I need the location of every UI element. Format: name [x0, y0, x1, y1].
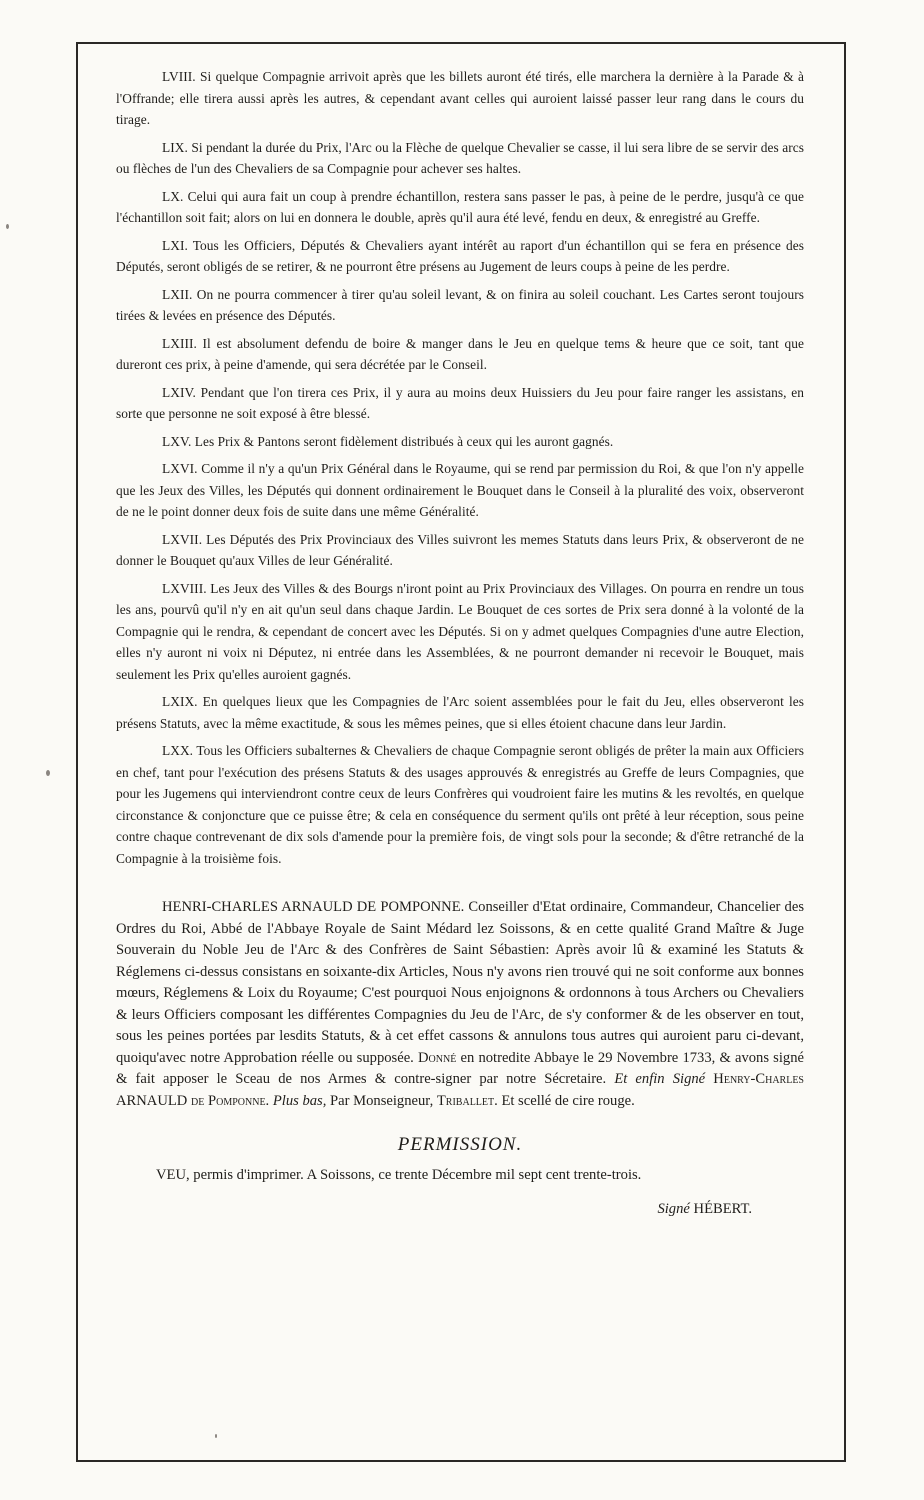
article-lxii [116, 284, 804, 327]
article-lxv [116, 431, 804, 453]
permission-text: VEU, permis d'imprimer. A Soissons, ce trente Décembre mil sept cent trente-trois. [156, 1167, 642, 1183]
article-text: En quelques lieux que les Compagnies de l'Arc soient assemblées pour le fait du Jeu, elles observeront les présens Statuts, avec la même exactitude, & sous les mêmes peines, que si elles étoient chacune dans leur Jardin. [116, 694, 804, 731]
document-body [116, 66, 804, 1218]
signer-surname: ARNAULD [116, 1092, 188, 1109]
paper-speck [215, 1434, 217, 1438]
signed-intro: Et enfin Signé [614, 1071, 706, 1087]
countersigner-name: Triballet. [436, 1092, 498, 1109]
signer-given-name: Henry-Charles [713, 1071, 804, 1087]
paper-speck [46, 770, 50, 776]
approval-donne: Donné [418, 1049, 457, 1066]
countersign-intro: Par Monseigneur, [330, 1092, 434, 1109]
article-text: Si pendant la durée du Prix, l'Arc ou la Flèche de quelque Chevalier se casse, il lui sera libre de se servir des arcs ou flèches de l'un des Chevaliers de sa Compagnie pour achever ses haltes. [116, 139, 804, 176]
article-number: LXII. [162, 286, 193, 302]
article-lx [116, 186, 804, 229]
signed-name: HÉBERT. [693, 1200, 752, 1217]
article-number: LXV. [162, 433, 192, 449]
permission-title: PERMISSION. [397, 1134, 523, 1155]
article-lxi [116, 235, 804, 278]
signer-place: de Pomponne. [191, 1092, 270, 1109]
approval-text: HENRI-CHARLES ARNAULD DE POMPONNE. Conseiller d'Etat ordinaire, Commandeur, Chancelier des Ordres du Roi, Abbé de l'Abbaye Royale de Saint Médard lez Soissons, & en cette qualité Grand Maître & Juge Souverain du Noble Jeu de l'Arc & des Confrères de Saint Sébastien: Après avoir lû & examiné les Statuts & Réglemens ci-dessus consistans en soixante-dix Articles, Nous n'y avons rien trouvé qui ne soit conforme aux bonnes mœurs, Réglemens & Loix du Royaume; C'est pourquoi Nous enjoignons & ordonnons à tous Archers ou Chevaliers & leurs Officiers composant les différentes Compagnies du Jeu de l'Arc, de s'y conformer & de les observer en tout, sous les peines portées par lesdits Statuts, & à cet effet cassons & annulons tous autres qui auroient paru ci-devant, quoiqu'avec notre Approbation réelle ou supposée. [116, 899, 804, 1066]
article-lviii [116, 66, 804, 131]
article-text: Tous les Officiers, Députés & Chevaliers ayant intérêt au raport d'un échantillon qui se fera en présence des Députés, seront obligés de se retirer, & ne pourront être présens au Jugement de leurs coups à peine de les perdre. [116, 237, 804, 274]
article-lxvii [116, 529, 804, 572]
article-lxvi [116, 458, 804, 523]
article-number: LXIII. [162, 335, 197, 351]
seal-text: Et scellé de cire rouge. [501, 1092, 635, 1109]
article-lxix [116, 691, 804, 734]
articles-list [116, 66, 804, 869]
article-text: Il est absolument defendu de boire & manger dans le Jeu en quelque tems & heure que ce soit, tant que dureront ces prix, à peine d'amende, qui sera décrétée par le Conseil. [116, 335, 804, 372]
article-number: LXVII. [162, 531, 203, 547]
article-number: LXI. [162, 237, 188, 253]
article-text: Les Députés des Prix Provinciaux des Villes suivront les memes Statuts dans leurs Prix, & observeront de ne donner le Bouquet qu'aux Villes de leur Généralité. [116, 531, 804, 568]
article-number: LX. [162, 188, 184, 204]
article-number: LXIV. [162, 384, 196, 400]
article-lxiv [116, 382, 804, 425]
permission-signature [116, 1201, 804, 1218]
signed-label: Signé [657, 1200, 690, 1217]
plus-bas: Plus bas, [272, 1092, 327, 1109]
article-number: LXX. [162, 743, 194, 758]
paper-speck [6, 224, 9, 229]
article-text: Les Jeux des Villes & des Bourgs n'iront point au Prix Provinciaux des Villages. On pourra en rendre un tous les ans, pourvû qu'il n'y en ait qu'un seul dans chaque Jardin. Le Bouquet de ces sortes de Prix sera donné à la volonté de la Compagnie qui le rendra, & cependant de concert avec les Députés. Si on y admet quelques Compagnies d'une autre Election, elles n'y auront ni voix ni Députez, ni entrée dans les Assemblées, & ne pourront demander ni recevoir le Bouquet, mais seulement les Prix qu'elles auroient gagnés. [116, 580, 804, 682]
approval-paragraph [116, 897, 804, 1112]
article-number: LXVIII. [162, 580, 207, 596]
article-text: Celui qui aura fait un coup à prendre échantillon, restera sans passer le pas, à peine de le perdre, jusqu'à ce que l'échantillon soit fait; alors on lui en donnera le double, après qu'il aura été levé, fendu en deux, & enregistré au Greffe. [116, 188, 804, 225]
article-text: Pendant que l'on tirera ces Prix, il y aura au moins deux Huissiers du Jeu pour faire ranger les assistans, en sorte que personne ne soit exposé à être blessé. [116, 384, 804, 421]
article-number: LXIX. [162, 694, 198, 709]
article-number: LIX. [162, 139, 188, 155]
article-text: Les Prix & Pantons seront fidèlement distribués à ceux qui les auront gagnés. [194, 433, 614, 449]
approval-date-text: en notredite Abbaye le 29 Novembre 1733, & avons signé & fait apposer le Sceau de nos Armes & contre-signer par notre Sécretaire. [116, 1049, 804, 1087]
article-text: Comme il n'y a qu'un Prix Général dans le Royaume, qui se rend par permission du Roi, & que l'on n'y appelle que les Jeux des Villes, les Députés qui donnent ordinairement le Bouquet dans le Conseil à la pluralité des voix, observeront de ne le point donner deux fois de suite dans une même Généralité. [116, 461, 804, 519]
article-lix [116, 137, 804, 180]
article-lxiii [116, 333, 804, 376]
article-number: LXVI. [162, 461, 198, 476]
article-text: On ne pourra commencer à tirer qu'au soleil levant, & on finira au soleil couchant. Les Cartes seront toujours tirées & levées en présence des Députés. [116, 286, 804, 323]
article-number: LVIII. [162, 69, 196, 84]
article-lxviii [116, 578, 804, 686]
article-text: Tous les Officiers subalternes & Chevaliers de chaque Compagnie seront obligés de prêter la main aux Officiers en chef, tant pour l'exécution des présens Statuts & des usages approuvés & enregistrés au Greffe de leurs Compagnies, que pour les Jugemens qui interviendront contre ceux de leurs Confrères qui voudroient faire les mutins & les revoltés, en quelque circonstance & conjoncture que ce puisse être; & cela en conséquence du serment qu'ils ont prêté à leur réception, sous peine contre chaque contrevenant de dix sols d'amende pour la première fois, de vingt sols pour la seconde; & d'être retranché de la Compagnie à la troisième fois. [116, 743, 805, 866]
article-lxx [116, 740, 804, 869]
article-text: Si quelque Compagnie arrivoit après que les billets auront été tirés, elle marchera la dernière à la Parade & à l'Offrande; elle tirera aussi après les autres, & cependant avant celles qui auroient laissé passer leur rang dans le cours du tirage. [116, 69, 804, 127]
